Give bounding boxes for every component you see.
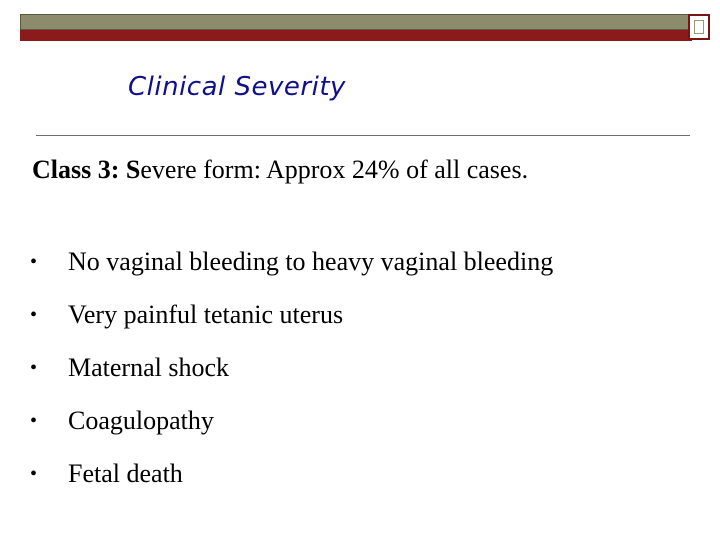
bullet-dot-icon: • <box>30 357 38 379</box>
bullet-text: Maternal shock <box>68 353 230 382</box>
bullet-dot-icon: • <box>30 304 38 326</box>
header-decoration-band <box>20 14 712 38</box>
bullet-list <box>30 247 553 512</box>
list-item <box>30 459 553 512</box>
list-item <box>30 353 553 406</box>
title-divider <box>36 135 690 136</box>
list-item <box>30 406 553 459</box>
bullet-dot-icon: • <box>30 251 38 273</box>
bullet-dot-icon: • <box>30 463 38 485</box>
form-initial: S <box>125 155 141 184</box>
subtitle-text: evere form: Approx 24% of all cases. <box>140 155 529 184</box>
slide-subtitle <box>32 155 528 185</box>
corner-square-ornament <box>688 14 710 40</box>
bullet-text: Very painful tetanic uterus <box>68 300 344 329</box>
list-item <box>30 300 553 353</box>
list-item <box>30 247 553 300</box>
header-red-bar <box>20 30 692 41</box>
bullet-dot-icon: • <box>30 410 38 432</box>
class-label: Class 3: <box>32 155 120 184</box>
bullet-text: No vaginal bleeding to heavy vaginal bleeding <box>68 247 554 276</box>
header-olive-bar <box>20 14 692 30</box>
bullet-text: Fetal death <box>68 459 183 488</box>
slide-title: Clinical Severity <box>128 72 346 102</box>
bullet-text: Coagulopathy <box>68 406 214 435</box>
